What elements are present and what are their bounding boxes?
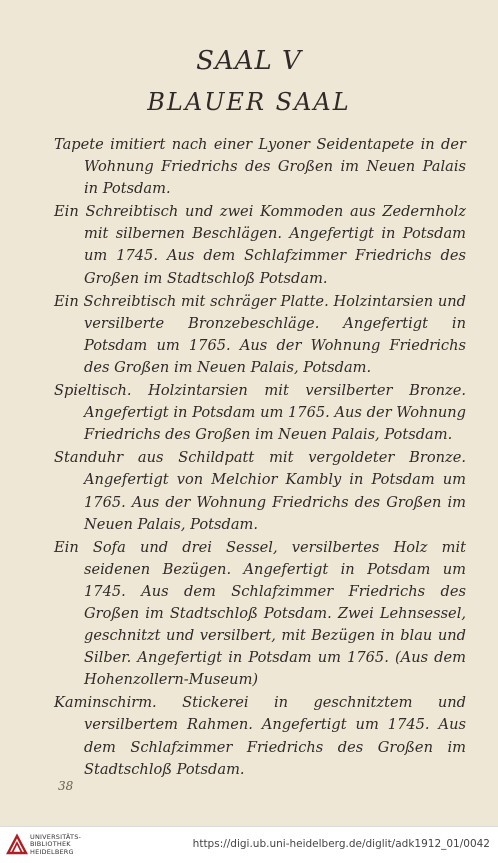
catalog-entries xyxy=(0,134,498,782)
catalog-entry-wallpaper: Tapete imitiert nach einer Lyoner Seidentapete in der Wohnung Friedrichs des Großen im Neuen Palais in Potsdam. xyxy=(54,136,466,198)
page-number: 38 xyxy=(58,779,74,793)
viewer-footer xyxy=(0,826,498,863)
catalog-entry-slanted-desk: Ein Schreibtisch mit schräger Platte. Holzintarsien und versilberte Bronzebeschläge. Angefertigt in Potsdam um 1765. Aus der Wohnung Friedrichs des Großen im Neuen Palais, Potsdam. xyxy=(54,292,466,376)
catalog-entry-sofa-chairs: Ein Sofa und drei Sessel, versilbertes Holz mit seidenen Bezügen. Angefertigt in Potsdam um 1745. Aus dem Schlafzimmer Friedrichs des Großen im Stadtschloß Potsdam. Zwei Lehnsessel, geschnitzt und versilbert, mit Bezügen in blau und Silber. Angefertigt in Potsdam um 1765. (Aus dem Hohenzollern-Museum) xyxy=(54,538,466,689)
logo-line-2: BIBLIOTHEK xyxy=(30,840,71,849)
university-library-logo-icon xyxy=(6,833,28,857)
source-url-link[interactable]: https://digi.ub.uni-heidelberg.de/diglit/adk1912_01/0042 xyxy=(192,838,490,850)
logo-line-3: HEIDELBERG xyxy=(30,847,74,856)
hall-number-heading: SAAL V xyxy=(196,46,302,76)
catalog-entry-fire-screen: Kaminschirm. Stickerei in geschnitztem und versilbertem Rahmen. Angefertigt um 1745. Aus dem Schlafzimmer Friedrichs des Großen im Stadtschloß Potsdam. xyxy=(54,694,466,778)
hall-name-heading: BLAUER SAAL xyxy=(147,88,351,116)
logo-line-1: UNIVERSITÄTS- xyxy=(30,833,82,841)
university-library-wordmark xyxy=(30,834,81,856)
catalog-entry-game-table: Spieltisch. Holzintarsien mit versilberter Bronze. Angefertigt in Potsdam um 1765. Aus der Wohnung Friedrichs des Großen im Neuen Palais, Potsdam. xyxy=(54,382,466,444)
catalog-entry-desk-commodes: Ein Schreibtisch und zwei Kommoden aus Zedernholz mit silbernen Beschlägen. Angefertigt in Potsdam um 1745. Aus dem Schlafzimmer Friedrichs des Großen im Stadtschloß Potsdam. xyxy=(54,203,466,287)
catalog-entry-tall-clock: Standuhr aus Schildpatt mit vergoldeter Bronze. Angefertigt von Melchior Kambly in Potsdam um 1765. Aus der Wohnung Friedrichs des Großen im Neuen Palais, Potsdam. xyxy=(54,449,466,533)
